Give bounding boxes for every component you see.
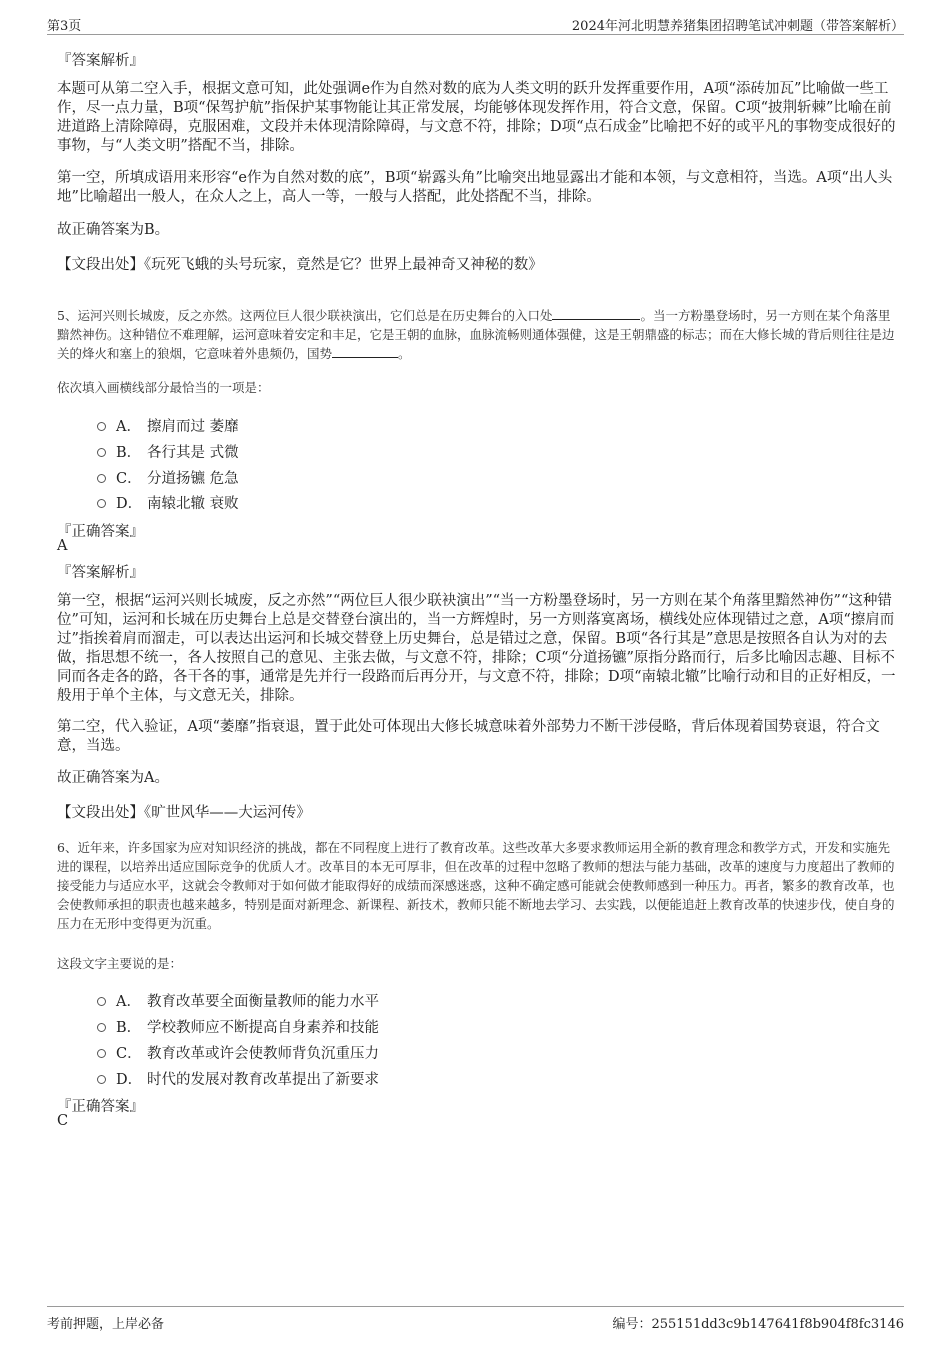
- radio-icon[interactable]: [97, 448, 106, 457]
- source-line: 【文段出处】《玩死飞蛾的头号玩家，竟然是它？世界上最神奇又神秘的数》: [57, 257, 543, 273]
- radio-icon[interactable]: [97, 1023, 106, 1032]
- radio-icon[interactable]: [97, 499, 106, 508]
- radio-icon[interactable]: [97, 997, 106, 1006]
- question-stem: 6、近年来，许多国家为应对知识经济的挑战，都在不同程度上进行了教育改革。这些改革大多要求教师运用全新的教育理念和教学方式，开发和实施先进的课程，以培养出适应国际竞争的优质人才。改革目的本无可厚非，但在改革的过程中忽略了教师的想法与能力基础，改革的速度与力度超出了教师的接受能力与适应水平，这就会令教师对于如何做才能取得好的成绩而深感迷惑，这种不确定感可能就会使教师感到一种压力。再者，繁多的教育改革，也会使教师承担的职责也越来越多，特别是面对新理念、新课程、新技术，教师只能不断地去学习、去实践，以便能追赶上教育改革的快速步伐，使自身的压力在无形中变得更为沉重。: [57, 840, 895, 931]
- radio-icon[interactable]: [97, 474, 106, 483]
- option-text: 擦肩而过 萎靡: [147, 419, 239, 435]
- option-c[interactable]: [97, 1042, 379, 1063]
- radio-icon[interactable]: [97, 422, 106, 431]
- source-line: 【文段出处】《旷世风华——大运河传》: [57, 805, 311, 821]
- correct-answer-tag: 『正确答案』: [57, 1099, 144, 1115]
- document-id: 编号：255151dd3c9b147641f8b904f8fc3146: [612, 1317, 904, 1332]
- option-letter: A．: [116, 994, 141, 1010]
- option-text: 南辕北辙 衰败: [147, 496, 239, 512]
- radio-icon[interactable]: [97, 1075, 106, 1084]
- question-stem: [57, 306, 897, 363]
- fill-blank: [552, 319, 640, 320]
- stem-text: 。当一方粉墨登场时，另一方则在某个角落里黯然神伤。这种错位不难理解，运河意味着安定和丰足，它是王朝的血脉，血脉流畅则通体强健，这是王朝鼎盛的标志；而在大修长城的背后则往往是边关的烽火和塞上的狼烟，它意味着外患频仍，国势: [57, 308, 895, 361]
- option-d[interactable]: [97, 492, 239, 513]
- option-b[interactable]: [97, 1016, 379, 1037]
- analysis-paragraph: 第一空，根据“运河兴则长城废，反之亦然”“两位巨人很少联袂演出”“当一方粉墨登场时，另一方则在某个角落里黯然神伤”“这种错位”可知，运河和长城在历史舞台上总是交替登台演出的，当一方辉煌时，另一方则落寞离场，横线处应体现错过之意，A项“擦肩而过”指挨着肩而溜走，可以表达出运河和长城交替登上历史舞台，总是错过之意，保留。B项“各行其是”意思是按照各自认为对的去做，指思想不统一，各人按照自己的意见、主张去做，与文意不符，排除；C项“分道扬镳”原指分路而行，后多比喻因志趣、目标不同而各走各的路，各干各的事，通常是先并行一段路而后再分开，与文意不符，排除；D项“南辕北辙”比喻行动和目的正好相反，一般用于单个主体，与文意无关，排除。: [57, 593, 896, 704]
- correct-answer-tag: 『正确答案』: [57, 524, 144, 540]
- answer-line: 故正确答案为A。: [57, 770, 169, 786]
- correct-answer: C: [57, 1113, 69, 1129]
- option-text: 教育改革或许会使教师背负沉重压力: [147, 1046, 379, 1062]
- question-prompt: 这段文字主要说的是：: [57, 956, 183, 971]
- option-text: 分道扬镳 危急: [147, 471, 239, 487]
- page-footer: [47, 1306, 904, 1332]
- option-text: 教育改革要全面衡量教师的能力水平: [147, 994, 379, 1010]
- option-text: 学校教师应不断提高自身素养和技能: [147, 1020, 379, 1036]
- analysis-paragraph: 第二空，代入验证，A项“萎靡”指衰退，置于此处可体现出大修长城意味着外部势力不断干涉侵略，背后体现着国势衰退，符合文意，当选。: [57, 719, 880, 754]
- option-letter: C．: [116, 1046, 142, 1062]
- question-prompt: 依次填入画横线部分最恰当的一项是：: [57, 380, 270, 395]
- footer-slogan: 考前押题，上岸必备: [47, 1317, 165, 1332]
- stem-text: 。: [398, 346, 411, 361]
- document-title: 2024年河北明慧养猪集团招聘笔试冲刺题（带答案解析）: [571, 19, 904, 34]
- analysis-tag: 『答案解析』: [57, 53, 144, 69]
- option-a[interactable]: [97, 990, 379, 1011]
- option-a[interactable]: [97, 415, 239, 436]
- option-letter: B．: [116, 445, 142, 461]
- option-letter: D．: [116, 1072, 143, 1088]
- page-header: [47, 14, 904, 35]
- option-letter: A．: [116, 419, 141, 435]
- option-text: 时代的发展对教育改革提出了新要求: [147, 1072, 379, 1088]
- fill-blank: [332, 357, 398, 358]
- option-letter: C．: [116, 471, 142, 487]
- analysis-paragraph: 本题可从第二空入手，根据文意可知，此处强调e作为自然对数的底为人类文明的跃升发挥重要作用，A项“添砖加瓦”比喻做一些工作，尽一点力量，B项“保驾护航”指保护某事物能让其正常发展，均能够体现发挥作用，符合文意，保留。C项“披荆斩棘”比喻在前进道路上清除障碍，克服困难，文段并未体现清除障碍，与文意不符，排除；D项“点石成金”比喻把不好的或平凡的事物变成很好的事物，与“人类文明”搭配不当，排除。: [57, 81, 896, 154]
- option-b[interactable]: [97, 441, 239, 462]
- option-c[interactable]: [97, 467, 239, 488]
- analysis-tag: 『答案解析』: [57, 565, 144, 581]
- radio-icon[interactable]: [97, 1049, 106, 1058]
- option-letter: B．: [116, 1020, 142, 1036]
- option-d[interactable]: [97, 1068, 379, 1089]
- answer-line: 故正确答案为B。: [57, 222, 170, 238]
- page-number: 第3页: [47, 19, 82, 34]
- correct-answer: A: [57, 538, 68, 554]
- analysis-paragraph: 第一空，所填成语用来形容“e作为自然对数的底”，B项“崭露头角”比喻突出地显露出才能和本领，与文意相符，当选。A项“出人头地”比喻超出一般人，在众人之上，高人一等，一般与人搭配，此处搭配不当，排除。: [57, 170, 893, 205]
- option-letter: D．: [116, 496, 143, 512]
- option-text: 各行其是 式微: [147, 445, 239, 461]
- stem-text: 5、运河兴则长城废，反之亦然。这两位巨人很少联袂演出，它们总是在历史舞台的入口处: [57, 308, 553, 323]
